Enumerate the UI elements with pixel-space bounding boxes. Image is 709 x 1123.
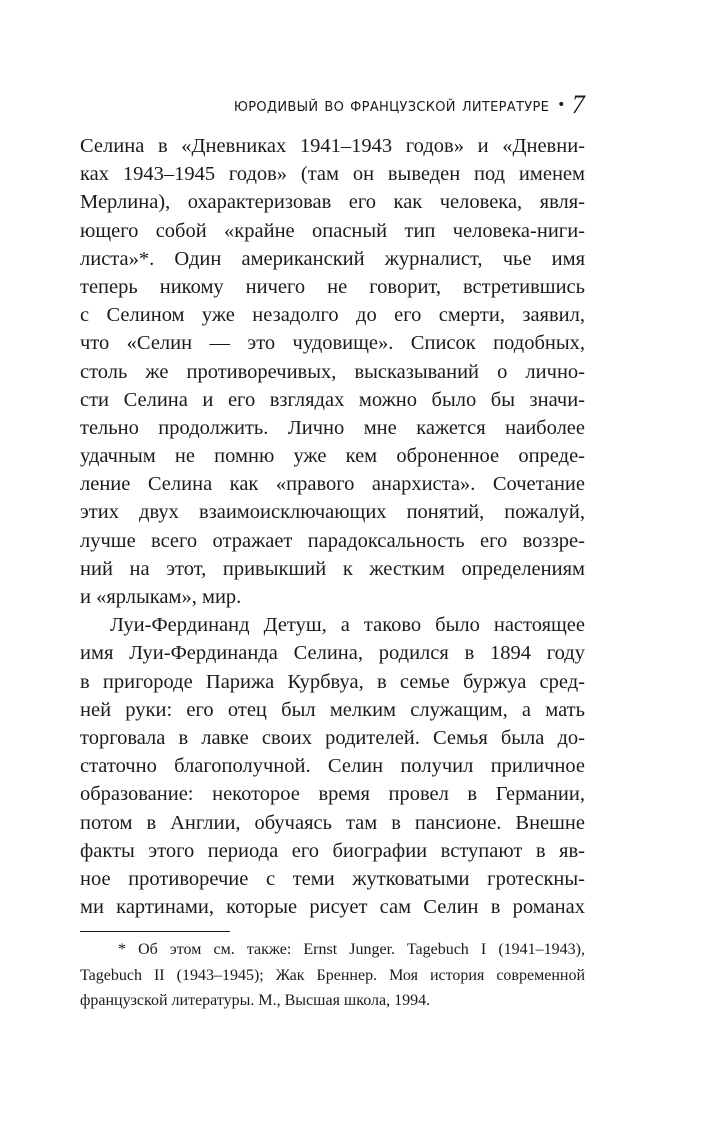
text-line: ми картинами, которые рисует сам Селин в романах: [80, 896, 585, 919]
running-head-title: юродивый во французской литературе: [233, 95, 550, 116]
bullet-separator: •: [557, 97, 566, 113]
text-line: Мерлина), охарактеризовав его как человека, явля-: [80, 191, 585, 214]
text-line: этих двух взаимоисключающих понятий, пожалуй,: [80, 501, 585, 524]
text-line: ное противоречие с теми жутковатыми гротескны-: [80, 867, 585, 890]
text-line: удачным не помню уже кем оброненное опреде-: [80, 445, 585, 468]
text-line: торговала в лавке своих родителей. Семья была до-: [80, 726, 585, 749]
text-line: ках 1943–1945 годов» (там он выведен под именем: [80, 163, 585, 186]
body-text: [80, 132, 585, 921]
text-line: ний на этот, привыкший к жестким определениям: [80, 557, 585, 580]
text-line: факты этого периода его биографии вступают в яв-: [80, 839, 585, 862]
footnote-line: Tagebuch II (1943–1945); Жак Бреннер. Моя история современной: [80, 966, 585, 984]
text-line: потом в Англии, обучаясь там в пансионе. Внешне: [80, 811, 585, 834]
text-line: Луи-Фердинанд Детуш, а таково было настоящее: [110, 614, 585, 637]
text-line: образование: некоторое время провел в Германии,: [80, 783, 585, 806]
footnote-line: * Об этом см. также: Ernst Junger. Tagebuch I (1941–1943),: [118, 941, 585, 958]
footnote-line: французской литературы. М., Высшая школа, 1994.: [80, 992, 431, 1009]
book-page: [80, 0, 585, 1123]
text-line: имя Луи-Фердинанда Селина, родился в 1894 году: [80, 642, 585, 665]
text-line: лучше всего отражает парадоксальность его воззре-: [80, 529, 585, 552]
text-line: ление Селина как «правого анархиста». Сочетание: [80, 473, 585, 496]
text-line: в пригороде Парижа Курбвуа, в семье буржуа сред-: [80, 670, 585, 693]
text-line: теперь никому ничего не говорит, встретившись: [80, 275, 585, 298]
text-line: тельно продолжить. Лично мне кажется наиболее: [80, 416, 585, 439]
text-line: ющего собой «крайне опасный тип человека-ниги-: [80, 219, 585, 242]
text-line: листа»*. Один американский журналист, чье имя: [80, 247, 585, 270]
footnote: [80, 937, 585, 1014]
footnote-divider: [80, 931, 230, 932]
text-line: столь же противоречивых, высказываний о лично-: [80, 360, 585, 383]
text-line: и «ярлыкам», мир.: [80, 586, 242, 608]
text-line: сти Селина и его взглядах можно было бы значи-: [80, 388, 585, 411]
text-line: с Селином уже незадолго до его смерти, заявил,: [80, 304, 585, 327]
text-line: статочно благополучной. Селин получил приличное: [80, 755, 585, 778]
page-number: 7: [571, 90, 585, 119]
text-line: Селина в «Дневниках 1941–1943 годов» и «Дневни-: [80, 135, 585, 157]
text-line: что «Селин — это чудовище». Список подобных,: [80, 332, 585, 355]
running-head: [80, 90, 585, 120]
text-line: ней руки: его отец был мелким служащим, а мать: [80, 698, 585, 721]
